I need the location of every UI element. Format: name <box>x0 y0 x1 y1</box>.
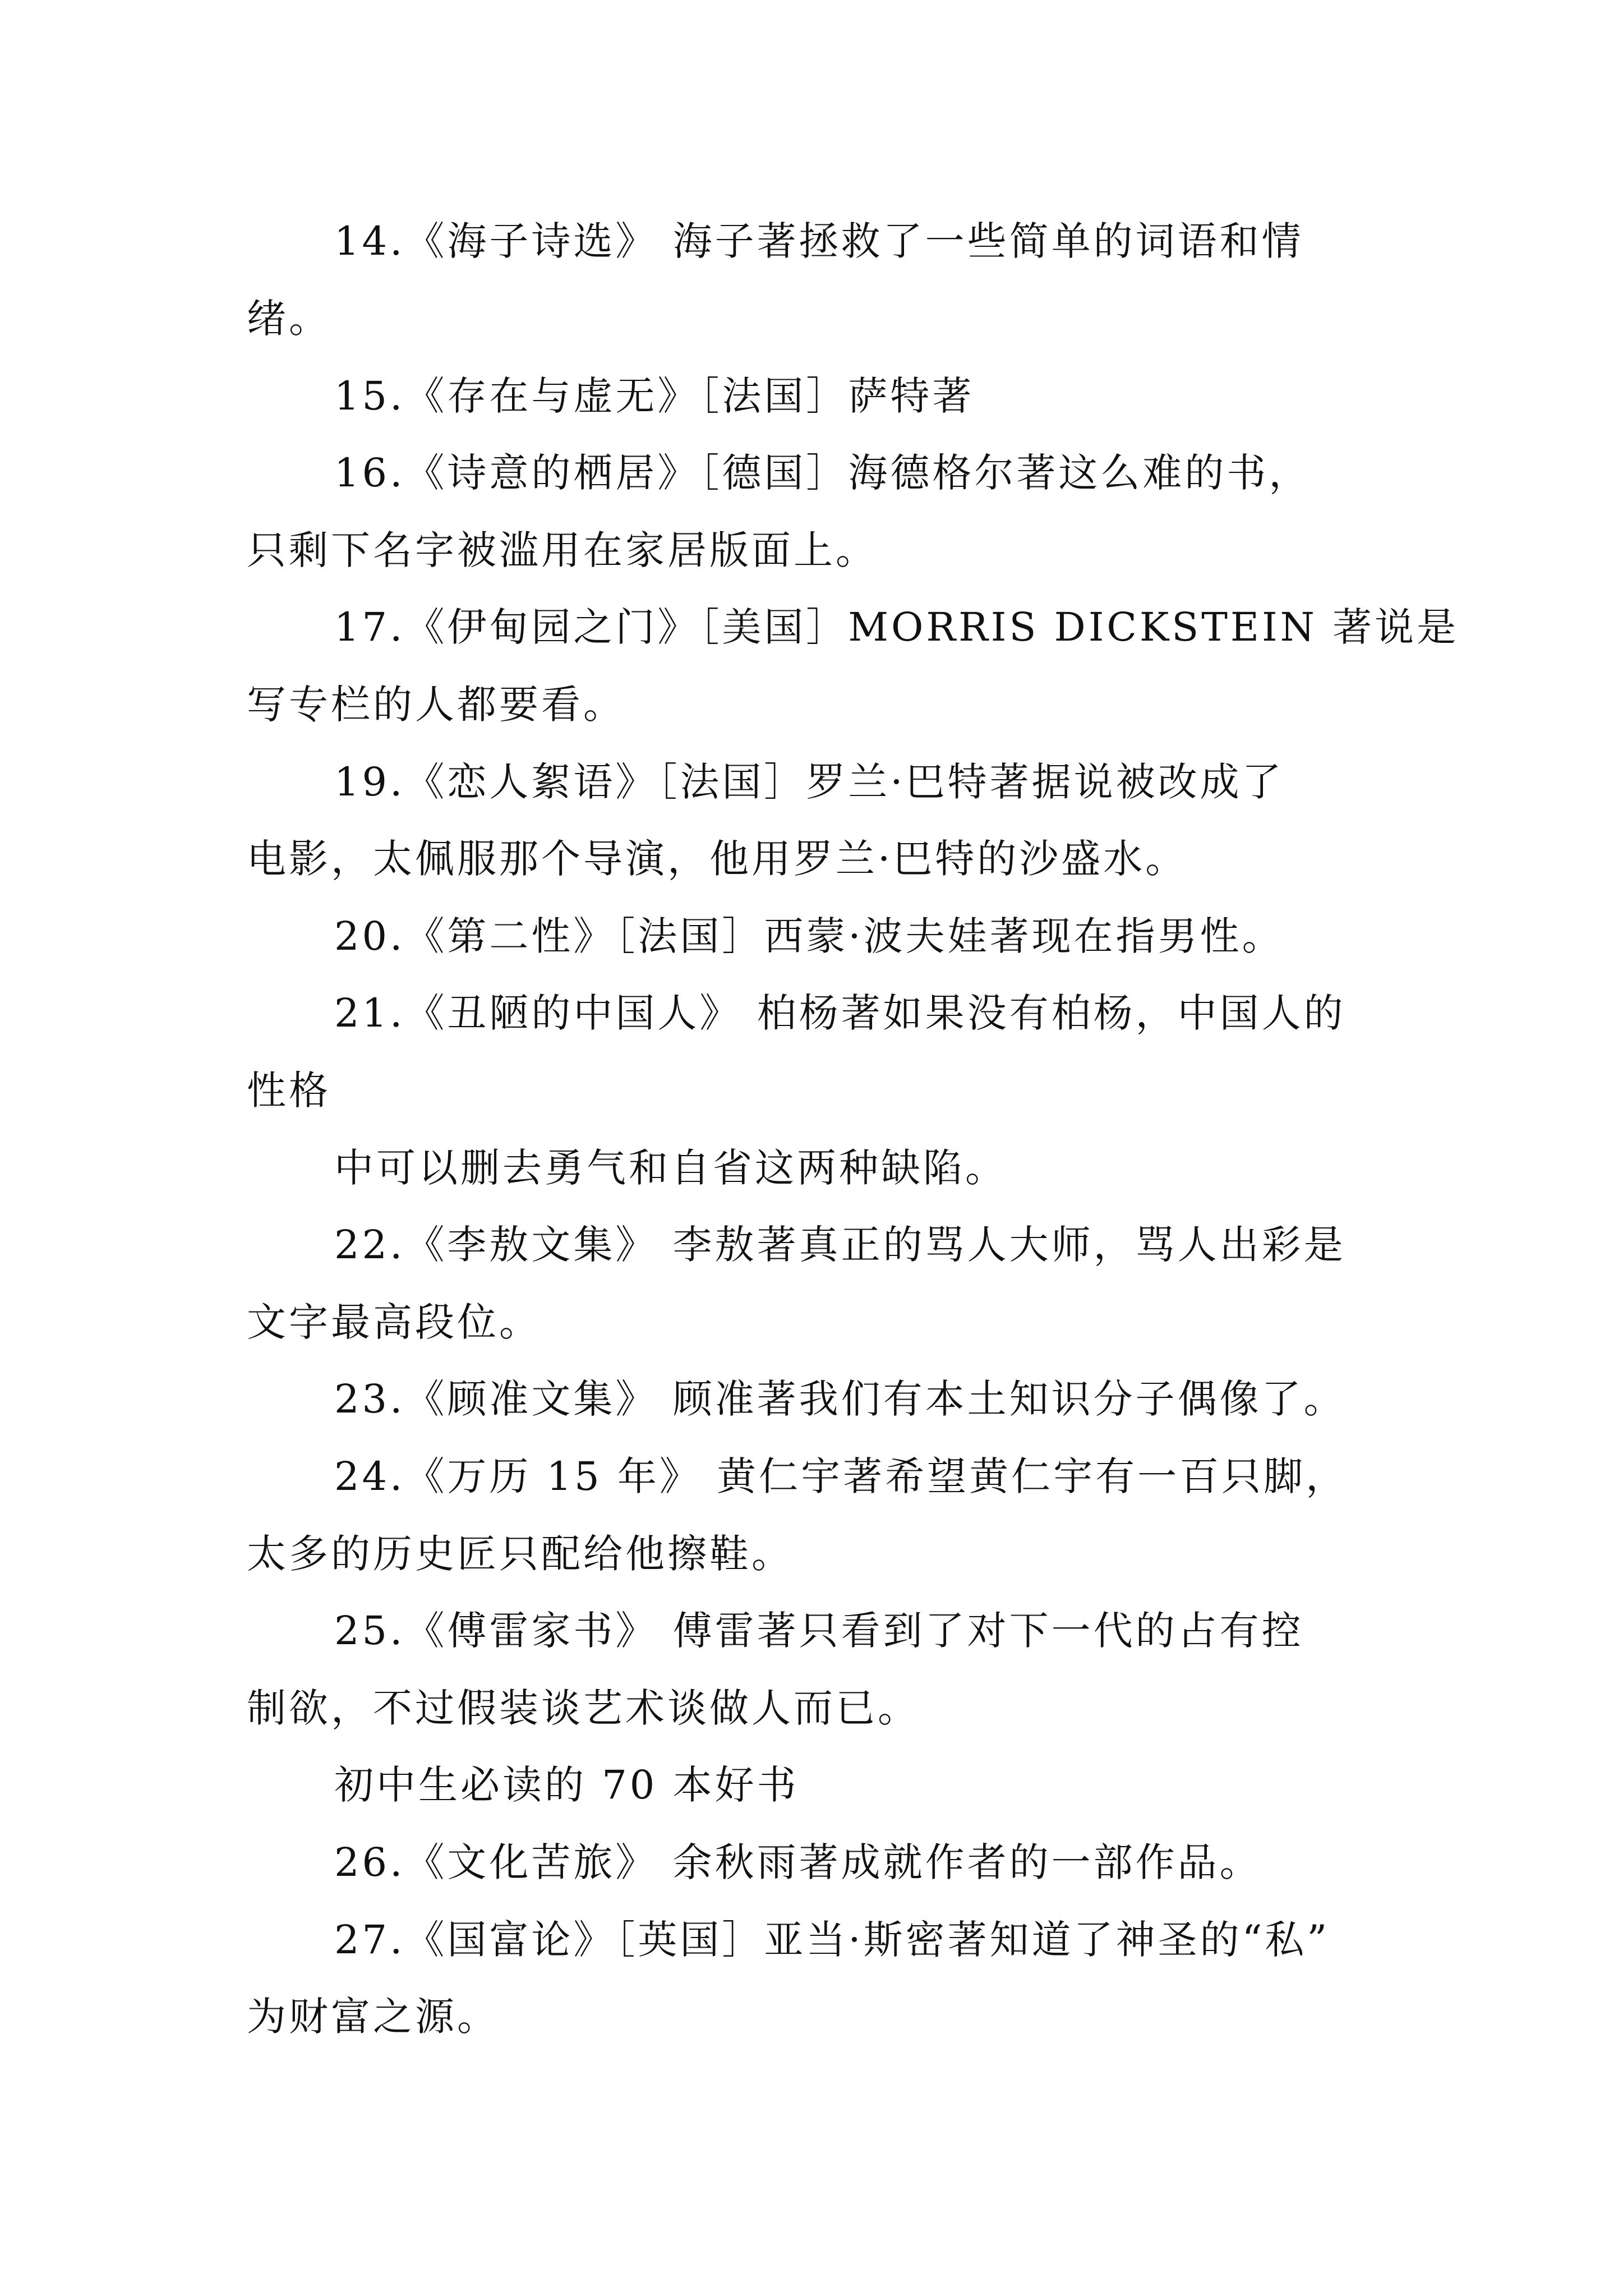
paragraph-line: 中可以删去勇气和自省这两种缺陷。 <box>334 1145 1007 1191</box>
paragraph-line: 19.《恋人絮语》［法国］罗兰·巴特著据说被改成了 <box>334 759 1284 805</box>
paragraph-line: 23.《顾准文集》 顾准著我们有本土知识分子偶像了。 <box>334 1376 1346 1422</box>
paragraph-line: 25.《傅雷家书》 傅雷著只看到了对下一代的占有控 <box>334 1608 1304 1654</box>
section-heading: 初中生必读的 70 本好书 <box>334 1762 799 1808</box>
paragraph-line: 21.《丑陋的中国人》 柏杨著如果没有柏杨，中国人的 <box>334 990 1346 1036</box>
paragraph-line: 20.《第二性》［法国］西蒙·波夫娃著现在指男性。 <box>334 913 1284 959</box>
paragraph-line: 为财富之源。 <box>247 1994 499 2040</box>
paragraph-line: 22.《李敖文集》 李敖著真正的骂人大师，骂人出彩是 <box>334 1222 1346 1268</box>
paragraph-line: 15.《存在与虚无》［法国］萨特著 <box>334 373 975 419</box>
paragraph-line: 14.《海子诗选》 海子著拯救了一些简单的词语和情 <box>334 218 1304 264</box>
paragraph-line: 27.《国富论》［英国］亚当·斯密著知道了神圣的“私” <box>334 1917 1330 1963</box>
paragraph-line: 26.《文化苦旅》 余秋雨著成就作者的一部作品。 <box>334 1839 1262 1885</box>
paragraph-line: 只剩下名字被滥用在家居版面上。 <box>247 527 878 573</box>
paragraph-line: 文字最高段位。 <box>247 1299 541 1345</box>
paragraph-line: 太多的历史匠只配给他擦鞋。 <box>247 1531 794 1577</box>
paragraph-line: 17.《伊甸园之门》［美国］MORRIS DICKSTEIN 著说是 <box>334 604 1459 650</box>
paragraph-line: 24.《万历 15 年》 黄仁宇著希望黄仁宇有一百只脚， <box>334 1453 1348 1499</box>
paragraph-line: 性格 <box>247 1068 331 1114</box>
paragraph-line: 写专栏的人都要看。 <box>247 682 625 728</box>
paragraph-line: 电影，太佩服那个导演，他用罗兰·巴特的沙盛水。 <box>247 836 1188 882</box>
paragraph-line: 绪。 <box>247 296 331 342</box>
paragraph-line: 制欲，不过假装谈艺术谈做人而已。 <box>247 1685 920 1731</box>
paragraph-line: 16.《诗意的栖居》［德国］海德格尔著这么难的书， <box>334 450 1311 496</box>
